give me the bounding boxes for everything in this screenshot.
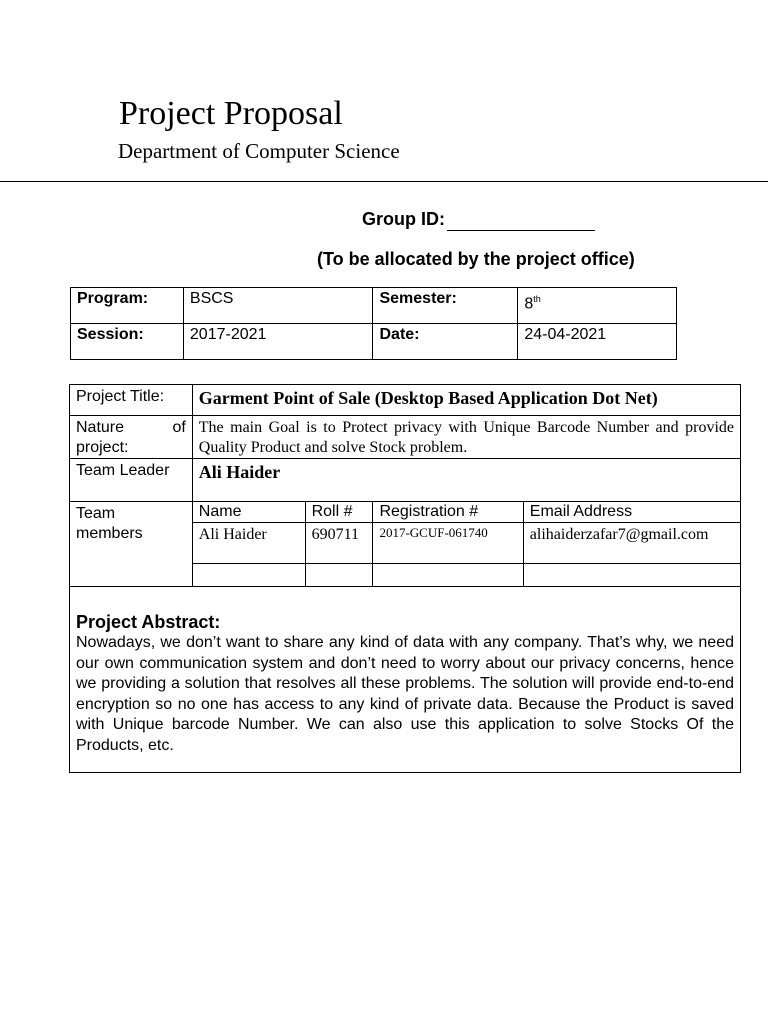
empty-cell xyxy=(373,564,523,587)
page-title: Project Proposal xyxy=(119,95,343,132)
abstract-cell xyxy=(70,587,741,773)
members-col-roll: Roll # xyxy=(305,502,373,523)
member-roll: 690711 xyxy=(305,523,373,564)
team-leader-value: Ali Haider xyxy=(192,459,740,502)
project-title-value: Garment Point of Sale (Desktop Based Application Dot Net) xyxy=(192,385,740,416)
semester-suffix: th xyxy=(533,294,541,304)
member-name: Ali Haider xyxy=(193,523,305,564)
date-value: 24-04-2021 xyxy=(518,324,677,360)
semester-value-cell xyxy=(518,288,677,324)
allocation-note: (To be allocated by the project office) xyxy=(317,249,635,269)
program-value: BSCS xyxy=(183,288,373,324)
member-row-empty xyxy=(193,564,740,587)
nature-value: The main Goal is to Protect privacy with Unique Barcode Number and provide Quality Product and solve Stock problem. xyxy=(192,416,740,459)
project-table xyxy=(69,384,741,773)
project-title-label: Project Title: xyxy=(70,385,193,416)
team-members-table xyxy=(193,502,740,586)
members-col-name: Name xyxy=(193,502,305,523)
session-label: Session: xyxy=(71,324,184,360)
team-members-cell xyxy=(192,502,740,587)
empty-cell xyxy=(523,564,740,587)
session-row xyxy=(71,324,677,360)
member-registration: 2017-GCUF-061740 xyxy=(373,523,523,564)
semester-value: 8 xyxy=(524,295,534,313)
department-subtitle: Department of Computer Science xyxy=(118,139,400,163)
team-leader-row xyxy=(70,459,741,502)
team-members-label-cell xyxy=(70,502,193,587)
member-email: alihaiderzafar7@gmail.com xyxy=(523,523,740,564)
members-col-email: Email Address xyxy=(523,502,740,523)
member-row xyxy=(193,523,740,564)
abstract-text: Nowadays, we don’t want to share any kind of data with any company. That’s why, we need our own communication system and don’t need to worry about our privacy concerns, hence we providing a solution that resolves all these problems. The solution will provide end-to-end encryption so no one has access to any kind of private data. Because the Product is saved with Unique barcode Number. We can also use this application to solve Stocks Of the Products, etc. xyxy=(76,634,734,754)
team-members-label: Team members xyxy=(76,505,143,542)
empty-cell xyxy=(193,564,305,587)
semester-label: Semester: xyxy=(373,288,518,324)
nature-label-cell xyxy=(70,416,193,459)
team-members-row xyxy=(70,502,741,587)
program-label: Program: xyxy=(71,288,184,324)
team-leader-label: Team Leader xyxy=(70,459,193,502)
program-info-table xyxy=(70,287,677,360)
abstract-row xyxy=(70,587,741,773)
nature-label: Nature of project: xyxy=(76,419,186,456)
session-value: 2017-2021 xyxy=(183,324,373,360)
nature-row xyxy=(70,416,741,459)
group-id-label: Group ID: xyxy=(362,209,445,229)
header-divider xyxy=(0,181,768,182)
date-label: Date: xyxy=(373,324,518,360)
empty-cell xyxy=(305,564,373,587)
program-row xyxy=(71,288,677,324)
members-header-row xyxy=(193,502,740,523)
group-id-blank xyxy=(447,212,595,231)
group-id-line xyxy=(362,207,595,231)
abstract-heading: Project Abstract: xyxy=(76,612,221,632)
members-col-registration: Registration # xyxy=(373,502,523,523)
project-title-row xyxy=(70,385,741,416)
